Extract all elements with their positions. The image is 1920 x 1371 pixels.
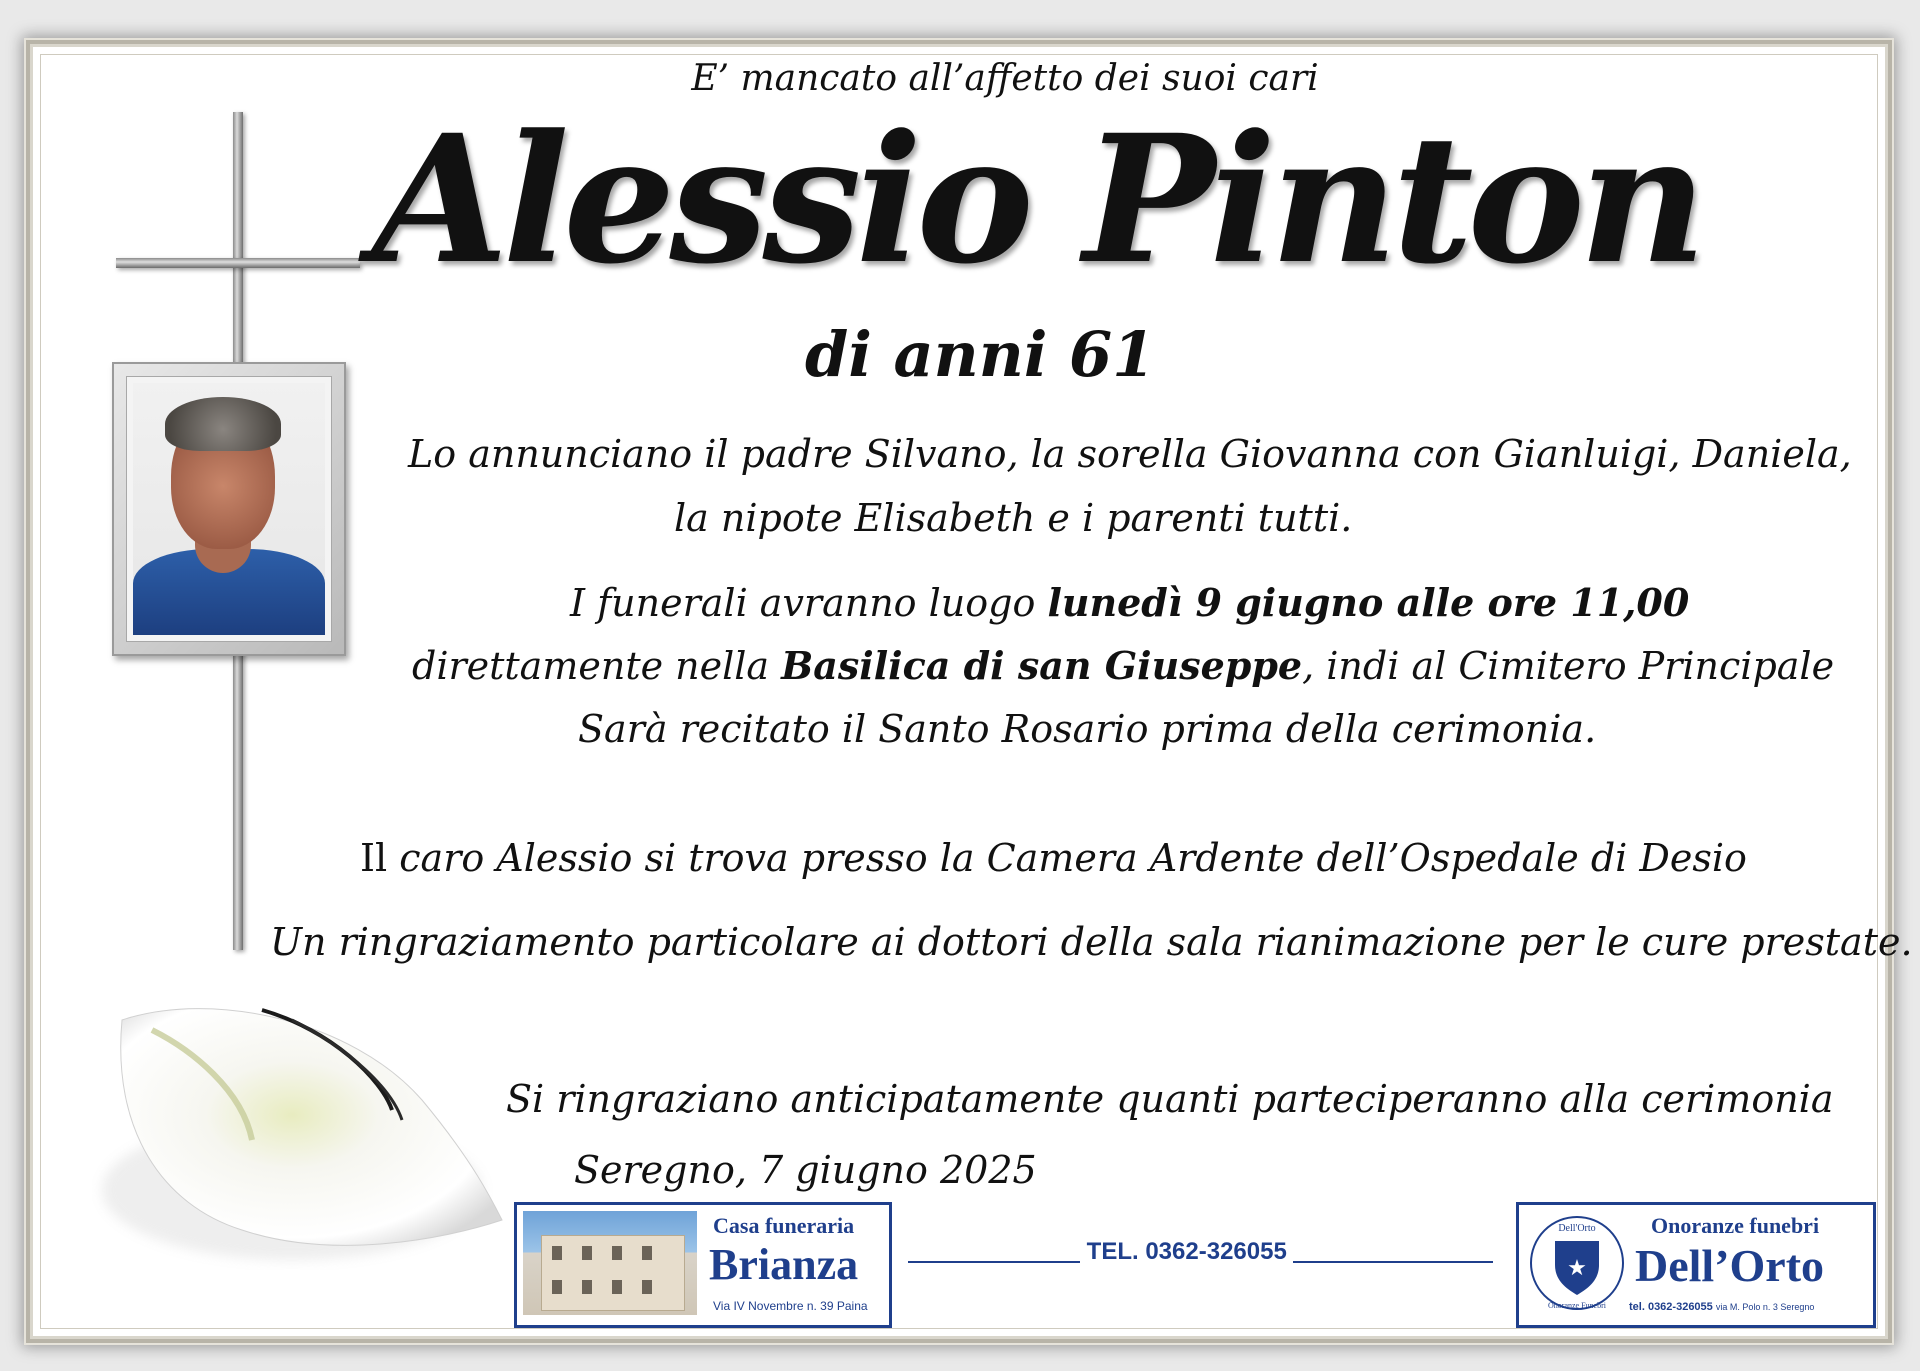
funeral-line-1 xyxy=(570,580,1689,625)
left-logo-line-1: Casa funeraria xyxy=(713,1213,855,1238)
funeral-line-2-suffix: , indi al Cimitero Principale xyxy=(1302,644,1835,688)
funeral-line-1-prefix: I funerali avranno luogo xyxy=(570,581,1048,625)
casa-funeraria-logo xyxy=(514,1202,892,1328)
portrait-mat xyxy=(126,376,332,642)
calla-lily-icon xyxy=(92,990,512,1270)
thanks-doctors-line: Un ringraziamento particolare ai dottori della sala rianimazione per le cure prestate. xyxy=(270,920,1913,964)
place-date: Seregno, 7 giugno 2025 xyxy=(574,1148,1037,1192)
right-logo-line-2: Dell’Orto xyxy=(1635,1240,1825,1291)
portrait-photo xyxy=(133,383,325,635)
right-logo-contact xyxy=(1629,1301,1814,1313)
intro-text: E’ mancato all’affetto dei suoi cari xyxy=(691,58,1319,99)
deceased-name: Alessio Pinton xyxy=(372,96,1701,303)
funeral-line-2-prefix: direttamente nella xyxy=(412,644,782,688)
chapel-line-rest: caro Alessio si trova presso la Camera Ardente dell’Ospedale di Desio xyxy=(387,836,1747,880)
window-icon xyxy=(582,1246,592,1260)
portrait-hair xyxy=(165,397,281,451)
window-icon xyxy=(642,1280,652,1294)
window-icon xyxy=(612,1246,622,1260)
seal-top-text: Dell'Orto xyxy=(1558,1223,1596,1234)
thanks-all-line: Si ringraziano anticipatamente quanti parteciperanno alla cerimonia xyxy=(506,1077,1834,1121)
right-logo-tel: tel. 0362-326055 xyxy=(1629,1301,1713,1313)
left-logo-line-2: Brianza xyxy=(709,1240,859,1289)
phone-rule-left xyxy=(908,1261,1080,1263)
svg-text:★: ★ xyxy=(1567,1256,1587,1281)
funeral-date-time: lunedì 9 giugno alle ore 11,00 xyxy=(1047,580,1690,625)
building-photo xyxy=(523,1211,697,1315)
window-icon xyxy=(642,1246,652,1260)
announce-line-1: Lo annunciano il padre Silvano, la sorella Giovanna con Gianluigi, Daniela, xyxy=(408,432,1852,476)
phone-number: TEL. 0362-326055 xyxy=(1086,1238,1287,1265)
building-facade xyxy=(541,1235,685,1311)
portrait-frame xyxy=(112,362,346,656)
funeral-line-2 xyxy=(412,643,1834,688)
window-icon xyxy=(552,1280,562,1294)
seal-bottom-text: Onoranze Funebri xyxy=(1548,1301,1606,1310)
chapel-line xyxy=(360,836,1747,880)
shield-star-icon xyxy=(1527,1213,1627,1313)
cross-icon-arm xyxy=(116,258,360,268)
church-name: Basilica di san Giuseppe xyxy=(781,643,1303,688)
window-icon xyxy=(582,1280,592,1294)
phone-rule-right xyxy=(1293,1261,1493,1263)
left-logo-address: Via IV Novembre n. 39 Paina xyxy=(713,1299,868,1313)
window-icon xyxy=(552,1246,562,1260)
right-logo-address: via M. Polo n. 3 Seregno xyxy=(1715,1302,1815,1312)
age-text: di anni 61 xyxy=(805,318,1156,391)
right-logo-line-1: Onoranze funebri xyxy=(1651,1213,1820,1238)
footer-phone xyxy=(908,1238,1493,1266)
chapel-line-prefix: Il xyxy=(360,836,388,880)
window-icon xyxy=(612,1280,622,1294)
announce-line-2: la nipote Elisabeth e i parenti tutti. xyxy=(674,496,1353,540)
rosary-line: Sarà recitato il Santo Rosario prima della cerimonia. xyxy=(578,707,1597,751)
dellorto-logo xyxy=(1516,1202,1876,1328)
